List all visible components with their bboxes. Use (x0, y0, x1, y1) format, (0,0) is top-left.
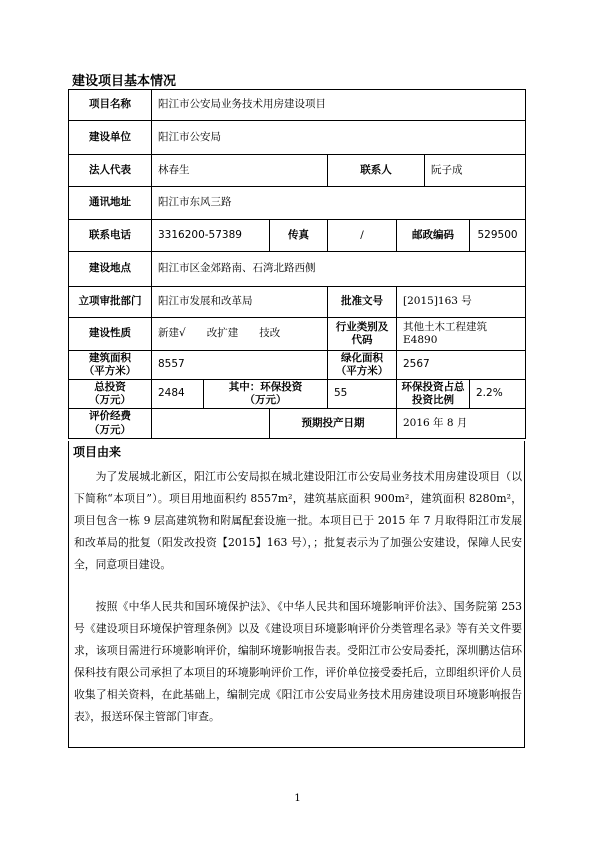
origin-paragraph-2: 按照《中华人民共和国环境保护法》、《中华人民共和国环境影响评价法》、国务院第 253 号《建设项目环境保护管理条例》以及《建设项目环境影响评价分类管理名录》等有关文件要求，该项目需进行环境影响评价，编制环境影响报告表。受阳江市公安局委托，深圳鹏达信环保科技有限公司承担了本项目的环境影响评价工作，评价单位接受委托后，立即组织评价人员收集了相关资料，在此基础上，编制完成《阳江市公安局业务技术用房建设项目环境影响报告表》，报送环保主管部门审查。 (74, 600, 522, 723)
env-invest-label: 其中：环保投资 （万元） (204, 380, 328, 409)
fax-label: 传真 (270, 220, 328, 252)
launch-date-value: 2016 年 8 月 (397, 409, 526, 439)
row-approval (69, 287, 526, 318)
address-value: 阳江市东风三路 (152, 187, 526, 220)
industry-value: 其他土木工程建筑 E4890 (397, 318, 526, 351)
builder-value: 阳江市公安局 (152, 121, 526, 155)
launch-date-label: 预期投产日期 (270, 409, 397, 439)
postcode-value: 529500 (470, 220, 526, 252)
green-value: 2567 (397, 351, 526, 380)
eval-fee-label: 评价经费 （万元） (69, 409, 152, 439)
env-invest-value: 55 (328, 380, 397, 409)
postcode-label: 邮政编码 (397, 220, 470, 252)
area-label: 建筑面积 （平方米） (69, 351, 152, 380)
row-area (69, 351, 526, 380)
project-origin-section (68, 441, 525, 748)
row-address (69, 187, 526, 220)
project-name-label: 项目名称 (69, 90, 152, 121)
row-eval-fee (69, 409, 526, 439)
fax-value: / (328, 220, 397, 252)
row-site (69, 252, 526, 287)
project-origin-title: 项目由来 (73, 445, 122, 459)
approval-no-value: [2015]163 号 (397, 287, 526, 318)
area-value: 8557 (152, 351, 328, 380)
project-info-table (68, 89, 526, 439)
row-nature (69, 318, 526, 351)
nature-label: 建设性质 (69, 318, 152, 351)
row-investment (69, 380, 526, 409)
project-name-value: 阳江市公安局业务技术用房建设项目 (152, 90, 526, 121)
row-legal-rep (69, 155, 526, 187)
approval-no-label: 批准文号 (328, 287, 397, 318)
contact-label: 联系人 (328, 155, 425, 187)
page-number: 1 (294, 793, 301, 804)
phone-label: 联系电话 (69, 220, 152, 252)
nature-value: 新建√ 改扩建 技改 (152, 318, 328, 351)
row-phone (69, 220, 526, 252)
env-ratio-value: 2.2% (470, 380, 526, 409)
invest-value: 2484 (152, 380, 204, 409)
address-label: 通讯地址 (69, 187, 152, 220)
builder-label: 建设单位 (69, 121, 152, 155)
phone-value: 3316200-57389 (152, 220, 270, 252)
eval-fee-value (152, 409, 270, 439)
section-title: 建设项目基本情况 (72, 74, 177, 89)
contact-value: 阮子成 (425, 155, 526, 187)
approval-dept-label: 立项审批部门 (69, 287, 152, 318)
env-ratio-label: 环保投资占总 投资比例 (397, 380, 470, 409)
row-project-name (69, 90, 526, 121)
row-builder (69, 121, 526, 155)
site-label: 建设地点 (69, 252, 152, 287)
invest-label: 总投资 （万元） (69, 380, 152, 409)
green-label: 绿化面积 （平方米） (328, 351, 397, 380)
origin-paragraph-1: 为了发展城北新区，阳江市公安局拟在城北建设阳江市公安局业务技术用房建设项目（以下简称“本项目”）。项目用地面积约 8557m²，建筑基底面积 900m²，建筑面积 8280m²，项目包含一栋 9 层高建筑物和附属配套设施一批。本项目已于 2015 年 7 月取得阳江市发展和改革局的批复（阳发改投资【2015】163 号），；批复表示为了加强公安建设，保障人民安全，同意项目建设。 (74, 470, 522, 571)
legal-rep-value: 林春生 (152, 155, 328, 187)
site-value: 阳江市区金郊路南、石湾北路西侧 (152, 252, 526, 287)
legal-rep-label: 法人代表 (69, 155, 152, 187)
approval-dept-value: 阳江市发展和改革局 (152, 287, 328, 318)
industry-label: 行业类别及代码 (328, 318, 397, 351)
